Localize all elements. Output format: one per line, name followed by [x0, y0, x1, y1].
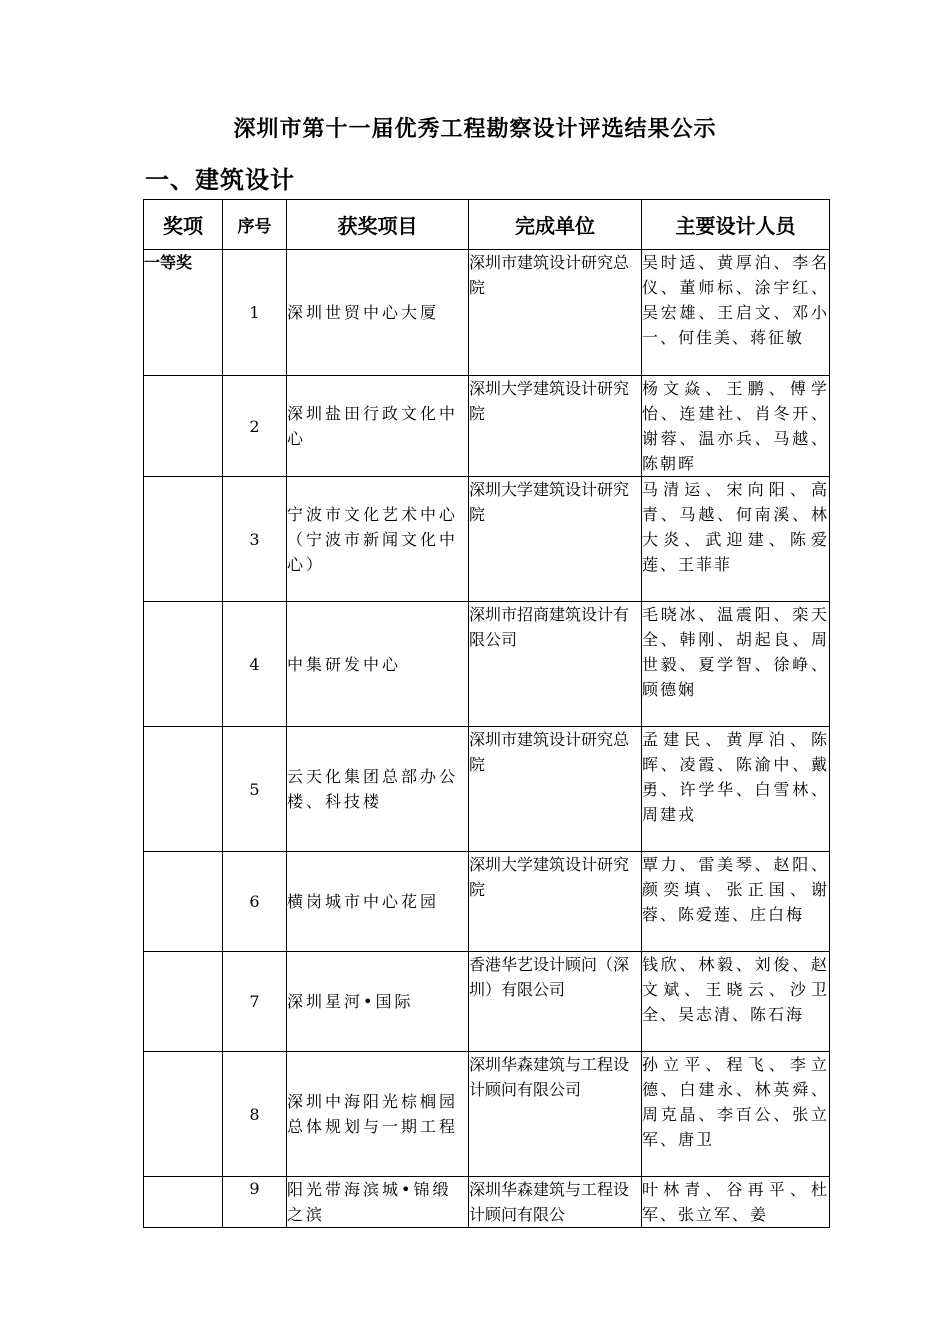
award-level: [144, 727, 223, 852]
seq-number: 7: [223, 952, 287, 1052]
designers: 马清运、宋向阳、高青、马越、何南溪、林大炎、武迎建、陈爱莲、王菲菲: [642, 477, 830, 602]
unit-name: 深圳华森建筑与工程设计顾问有限公司: [469, 1052, 642, 1177]
seq-number: 2: [223, 376, 287, 477]
column-header-unit: 完成单位: [469, 200, 642, 250]
designers: 吴时适、黄厚泊、李名仪、董师标、涂宇红、吴宏雄、王启文、邓小一、何佳美、蒋征敏: [642, 250, 830, 376]
seq-number: 5: [223, 727, 287, 852]
project-name: 横岗城市中心花园: [287, 852, 469, 952]
seq-number: 4: [223, 602, 287, 727]
table-row: [144, 952, 830, 1052]
project-name: 深圳盐田行政文化中心: [287, 376, 469, 477]
column-header-people: 主要设计人员: [642, 200, 830, 250]
unit-name: 深圳华森建筑与工程设计顾问有限公: [469, 1177, 642, 1228]
project-name: 云天化集团总部办公楼、科技楼: [287, 727, 469, 852]
unit-name: 深圳大学建筑设计研究院: [469, 477, 642, 602]
section-heading: 一、建筑设计: [145, 165, 295, 194]
designers: 叶林青、谷再平、杜军、张立军、姜: [642, 1177, 830, 1228]
award-level: [144, 852, 223, 952]
designers: 孙立平、程飞、李立德、白建永、林英舜、周克晶、李百公、张立军、唐卫: [642, 1052, 830, 1177]
table-row: [144, 250, 830, 376]
project-name: 深圳中海阳光棕榈园总体规划与一期工程: [287, 1052, 469, 1177]
unit-name: 深圳大学建筑设计研究院: [469, 852, 642, 952]
award-level: [144, 602, 223, 727]
award-level: [144, 477, 223, 602]
project-name: 中集研发中心: [287, 602, 469, 727]
award-level: [144, 952, 223, 1052]
table-header-row: [144, 200, 830, 250]
column-header-award: 奖项: [144, 200, 223, 250]
award-level: [144, 1177, 223, 1228]
seq-number: 1: [223, 250, 287, 376]
award-level: [144, 376, 223, 477]
unit-name: 深圳大学建筑设计研究院: [469, 376, 642, 477]
project-name: 阳光带海滨城•锦缎之滨: [287, 1177, 469, 1228]
table-row: [144, 727, 830, 852]
seq-number: 9: [223, 1177, 287, 1228]
project-name: 深圳世贸中心大厦: [287, 250, 469, 376]
designers: 孟建民、黄厚泊、陈晖、凌霞、陈渝中、戴勇、许学华、白雪林、周建戎: [642, 727, 830, 852]
award-level: [144, 1052, 223, 1177]
seq-number: 6: [223, 852, 287, 952]
table-row: [144, 602, 830, 727]
awards-table: [143, 199, 830, 1228]
unit-name: 深圳市招商建筑设计有限公司: [469, 602, 642, 727]
unit-name: 深圳市建筑设计研究总院: [469, 727, 642, 852]
unit-name: 香港华艺设计顾问（深圳）有限公司: [469, 952, 642, 1052]
designers: 杨文焱、王鹏、傅学怡、连建社、肖冬开、谢蓉、温亦兵、马越、陈朝晖: [642, 376, 830, 477]
table-row: [144, 1177, 830, 1228]
project-name: 深圳星河•国际: [287, 952, 469, 1052]
unit-name: 深圳市建筑设计研究总院: [469, 250, 642, 376]
column-header-project: 获奖项目: [287, 200, 469, 250]
seq-number: 8: [223, 1052, 287, 1177]
designers: 钱欣、林毅、刘俊、赵文斌、王晓云、沙卫全、吴志清、陈石海: [642, 952, 830, 1052]
table-row: [144, 1052, 830, 1177]
document-title: 深圳市第十一届优秀工程勘察设计评选结果公示: [233, 116, 717, 142]
table-row: [144, 477, 830, 602]
designers: 覃力、雷美琴、赵阳、颜奕填、张正国、谢蓉、陈爱莲、庄白梅: [642, 852, 830, 952]
seq-number: 3: [223, 477, 287, 602]
table-row: [144, 376, 830, 477]
award-level: 一等奖: [144, 250, 223, 376]
table-row: [144, 852, 830, 952]
designers: 毛晓冰、温震阳、栾天全、韩刚、胡起良、周世毅、夏学智、徐峥、顾德娴: [642, 602, 830, 727]
project-name: 宁波市文化艺术中心（宁波市新闻文化中心）: [287, 477, 469, 602]
column-header-seq: 序号: [223, 200, 287, 250]
